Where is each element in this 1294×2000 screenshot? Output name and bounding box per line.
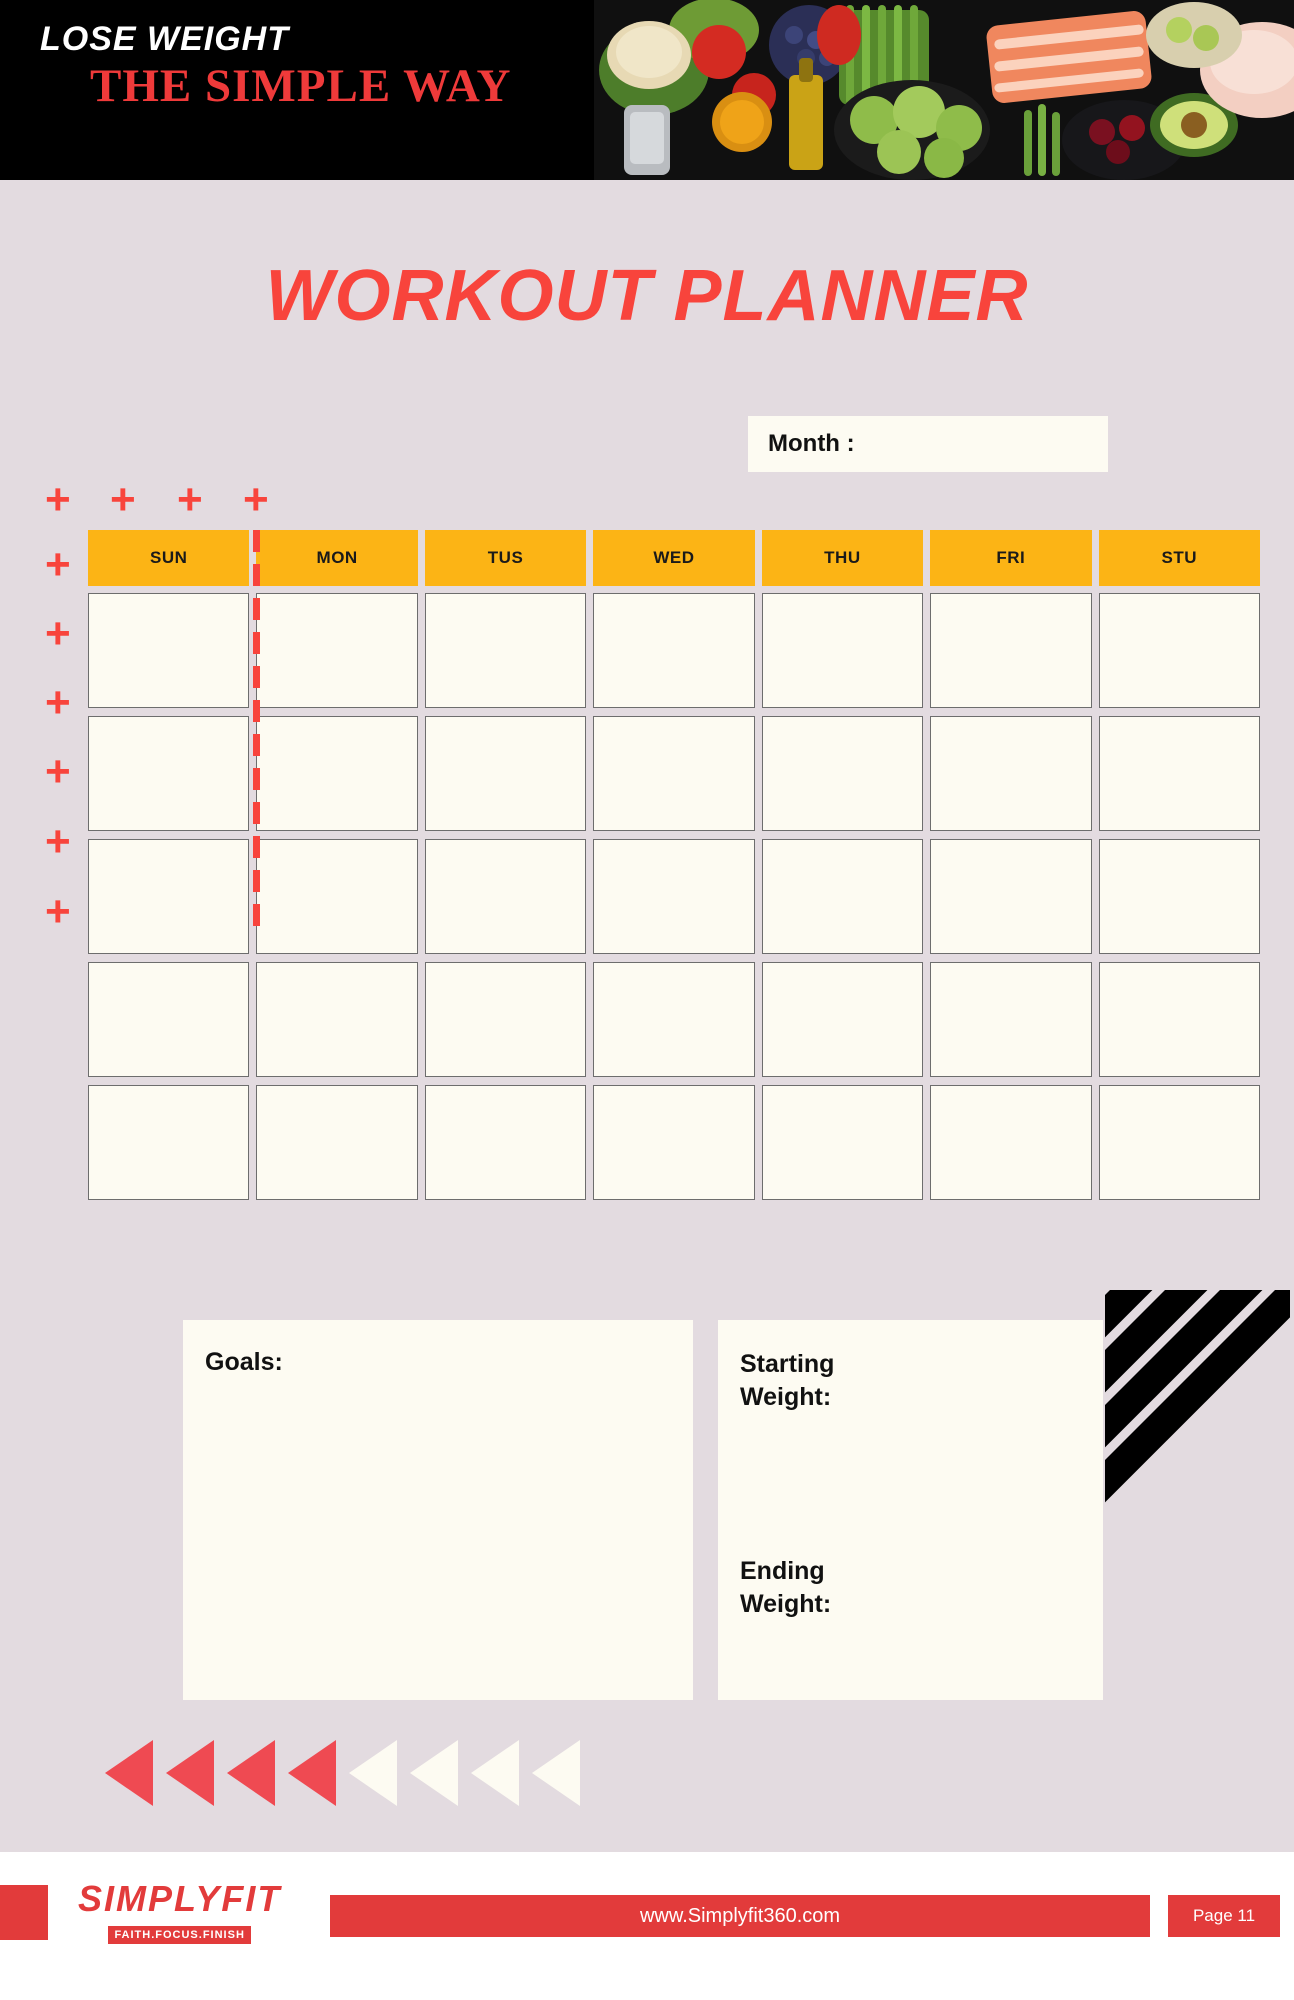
calendar-cell[interactable] [930,839,1091,954]
food-photo-svg [594,0,1294,180]
calendar-cell[interactable] [88,839,249,954]
plus-icon: + [45,747,71,796]
month-field[interactable] [748,416,1108,472]
ending-weight-label: Ending Weight: [740,1557,832,1618]
calendar-cell[interactable] [593,716,754,831]
calendar-cell[interactable] [762,839,923,954]
plus-icon: + [243,475,269,524]
header-title-block [40,22,511,111]
calendar-cell[interactable] [256,716,417,831]
calendar-cell[interactable] [88,593,249,708]
food-photo-collage [594,0,1294,180]
triangle-icon [471,1740,519,1806]
calendar-cell[interactable] [425,962,586,1077]
calendar-cell[interactable] [762,716,923,831]
calendar-cell[interactable] [256,1085,417,1200]
brand-name: SIMPLYFIT [78,1878,282,1919]
calendar-week-row [88,716,1260,831]
plus-icon: + [45,817,71,866]
calendar-cell[interactable] [256,839,417,954]
triangle-icon [288,1740,336,1806]
triangle-icon [227,1740,275,1806]
triangle-decoration-group [105,1740,580,1806]
footer-url-bar[interactable] [330,1895,1150,1937]
goals-label: Goals: [205,1348,283,1376]
calendar-week-row [88,962,1260,1077]
calendar-cell[interactable] [762,1085,923,1200]
stripe-decoration [1105,1290,1290,1590]
plus-icon: + [110,475,136,524]
calendar-cell[interactable] [1099,716,1260,831]
calendar-cell[interactable] [930,962,1091,1077]
calendar-week-row [88,593,1260,708]
starting-weight-label: Starting Weight: [740,1350,835,1411]
calendar-cell[interactable] [88,1085,249,1200]
calendar-cell[interactable] [762,962,923,1077]
calendar-cell[interactable] [593,1085,754,1200]
goals-field[interactable] [183,1320,693,1700]
calendar-cell[interactable] [425,716,586,831]
day-header-stu: STU [1099,530,1260,586]
month-label: Month : [768,430,855,457]
calendar-cell[interactable] [930,716,1091,831]
calendar-cell[interactable] [425,593,586,708]
brand-tagline: FAITH.FOCUS.FINISH [108,1926,250,1944]
plus-icon: + [45,475,71,524]
calendar-cell[interactable] [88,716,249,831]
page-number-badge: Page 11 [1168,1895,1280,1937]
calendar-cell[interactable] [930,1085,1091,1200]
day-header-thu: THU [762,530,923,586]
plus-icon: + [177,475,203,524]
brand-logo [78,1878,281,1944]
day-header-mon: MON [256,530,417,586]
calendar-cell[interactable] [593,839,754,954]
calendar-cell[interactable] [930,593,1091,708]
day-header-fri: FRI [930,530,1091,586]
calendar-cell[interactable] [762,593,923,708]
footer-accent-block [0,1885,48,1940]
calendar-cell[interactable] [425,1085,586,1200]
day-header-sun: SUN [88,530,249,586]
triangle-icon [349,1740,397,1806]
calendar-cell[interactable] [1099,593,1260,708]
calendar-cell[interactable] [256,962,417,1077]
day-header-tus: TUS [425,530,586,586]
calendar-week-row [88,1085,1260,1200]
calendar-grid [88,530,1260,1208]
triangle-icon [532,1740,580,1806]
day-header-wed: WED [593,530,754,586]
calendar-cell[interactable] [1099,839,1260,954]
calendar-week-row [88,839,1260,954]
plus-icon: + [45,609,71,658]
triangle-icon [105,1740,153,1806]
header-line-1: LOSE WEIGHT [40,20,289,58]
plus-icon: + [45,887,71,936]
triangle-icon [166,1740,214,1806]
weight-field[interactable] [718,1320,1103,1700]
plus-icon: + [45,678,71,727]
header-banner [0,0,1294,180]
calendar-cell[interactable] [1099,1085,1260,1200]
plus-icon: + [45,540,71,589]
triangle-icon [410,1740,458,1806]
calendar-cell[interactable] [88,962,249,1077]
calendar-cell[interactable] [425,839,586,954]
calendar-header-row [88,530,1260,586]
column-divider-accent [253,530,260,930]
footer-url: www.Simplyfit360.com [639,1904,841,1927]
header-line-2: THE SIMPLE WAY [90,59,512,112]
page-title: WORKOUT PLANNER [265,256,1029,336]
calendar-cell[interactable] [256,593,417,708]
calendar-cell[interactable] [593,593,754,708]
calendar-cell[interactable] [593,962,754,1077]
calendar-cell[interactable] [1099,962,1260,1077]
